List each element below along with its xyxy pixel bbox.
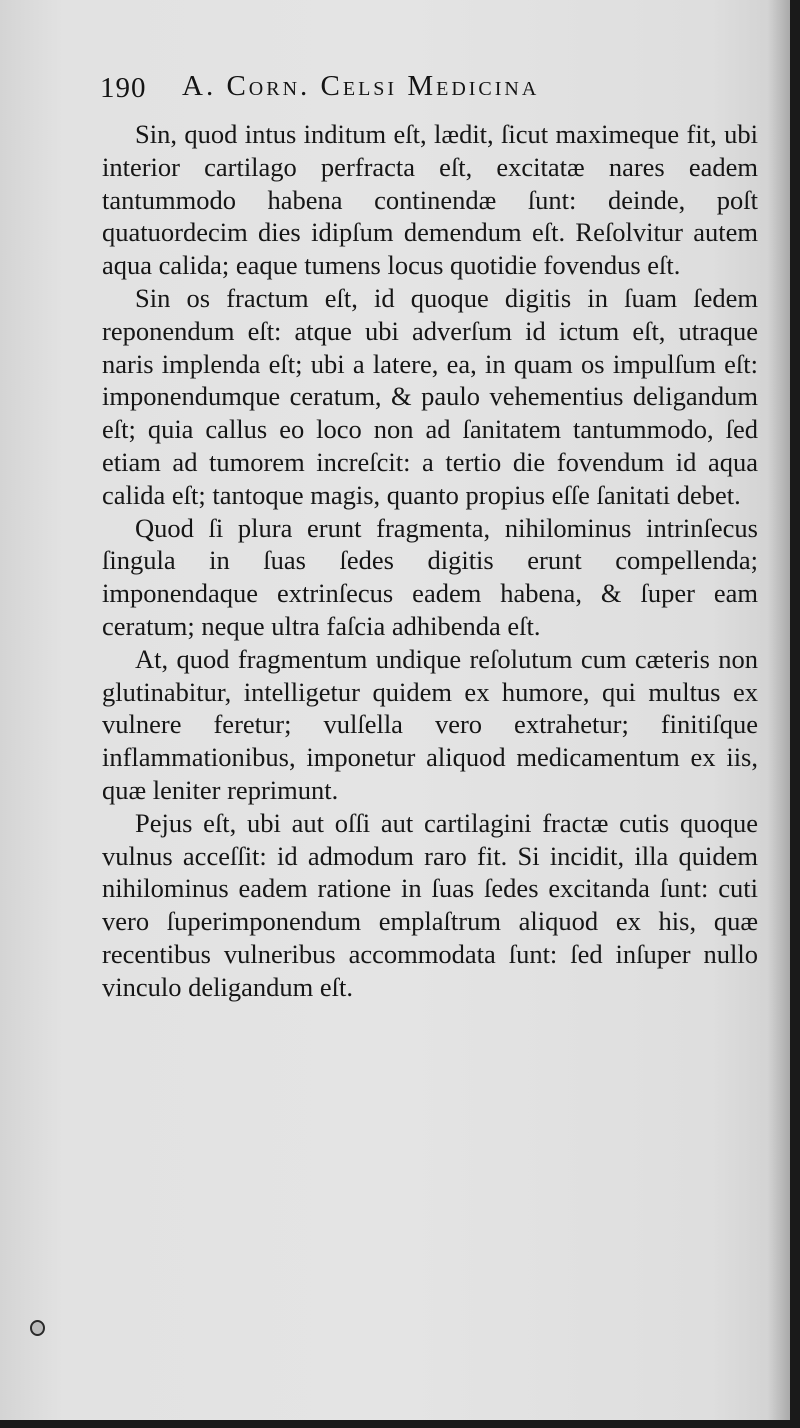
page-number: 190: [100, 72, 147, 104]
running-title: A. Corn. Celsi Medicina: [182, 70, 540, 102]
paragraph-1: Sin, quod intus inditum eſt, lædit, ſicut maximeque fit, ubi interior cartilago perfracta eſt, excitatæ nares eadem tantummodo habena continendæ ſunt: deinde, poſt quatuordecim dies idipſum demendum eſt. Reſolvitur autem aqua calida; eaque tumens locus quotidie fovendus eſt.: [102, 119, 758, 281]
paragraph-3: Quod ſi plura erunt fragmenta, nihilominus intrinſecus ſingula in ſuas ſedes digitis erunt compellenda; imponendaque extrinſecus eadem habena, & ſuper eam ceratum; neque ultra faſcia adhibenda eſt.: [102, 512, 758, 641]
page-header: [100, 70, 760, 110]
paragraph-2: Sin os fractum eſt, id quoque digitis in ſuam ſedem reponendum eſt: atque ubi adverſum id ictum eſt, utraque naris implenda eſt; ubi a latere, ea, in quam os impulſum eſt: imponendumque ceratum, & paulo vehementius deligandum eſt; quia callus eo loco non ad ſanitatem tantummodo, ſed etiam ad tumorem increſcit: a tertio die fovendum id aqua calida eſt; tantoque magis, quanto propius eſſe ſanitati debet.: [102, 282, 758, 510]
binding-hole-mark: [30, 1320, 45, 1336]
paragraph-5: Pejus eſt, ubi aut oſſi aut cartilagini fractæ cutis quoque vulnus acceſſit: id admodum raro fit. Si incidit, illa quidem nihilominus eadem ratione in ſuas ſedes excitanda ſunt: cuti vero ſuperimponendum emplaſtrum aliquod ex his, quæ recentibus vulneribus accommodata ſunt: ſed inſuper nullo vinculo deligandum eſt.: [102, 807, 758, 1002]
paragraph-4: At, quod fragmentum undique reſolutum cum cæteris non glutinabitur, intelligetur quidem ex humore, qui multus ex vulnere feretur; vulſella vero extrahetur; finitiſque inflammationibus, imponetur aliquod medicamentum ex iis, quæ leniter reprimunt.: [102, 643, 758, 805]
body-text: [102, 118, 758, 1004]
